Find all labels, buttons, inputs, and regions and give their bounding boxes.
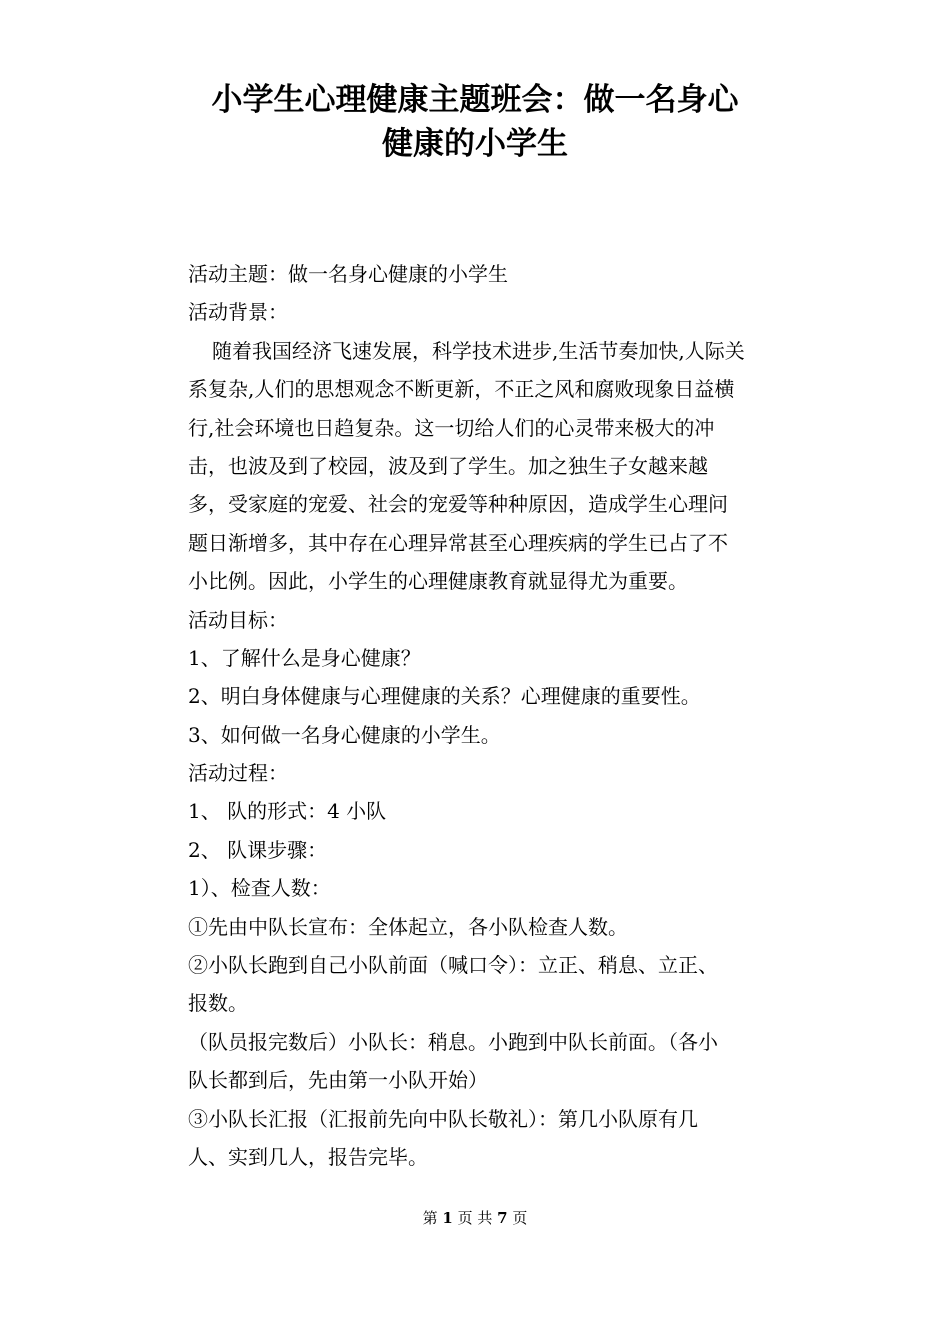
page-footer — [0, 1207, 950, 1229]
text-line: 1、了解什么是身心健康？ — [188, 645, 421, 670]
text-line: 随着我国经济飞速发展，科学技术进步,生活节奏加快,人际关 — [212, 338, 745, 363]
text-line: 击，也波及到了校园，波及到了学生。加之独生子女越来越 — [188, 453, 708, 478]
text-line: 活动目标： — [188, 607, 288, 632]
footer-page-number: 1 — [442, 1209, 453, 1227]
text-line: 人、实到几人，报告完毕。 — [188, 1144, 428, 1169]
footer-prefix: 第 — [422, 1209, 443, 1227]
text-line: 2、明白身体健康与心理健康的关系？心理健康的重要性。 — [188, 684, 701, 709]
footer-suffix: 页 — [507, 1209, 528, 1227]
text-line: 多，受家庭的宠爱、社会的宠爱等种种原因，造成学生心理问 — [188, 492, 728, 517]
title-line-1: 小学生心理健康主题班会：做一名身心 — [211, 82, 739, 118]
text-line: 3、如何做一名身心健康的小学生。 — [188, 722, 501, 747]
text-line: 队长都到后，先由第一小队开始） — [188, 1068, 488, 1093]
text-line: ③小队长汇报（汇报前先向中队长敬礼）：第几小队原有几 — [188, 1106, 698, 1131]
text-line: 报数。 — [188, 991, 248, 1016]
text-line: 活动背景： — [188, 300, 288, 325]
text-line: 活动主题：做一名身心健康的小学生 — [188, 262, 508, 286]
text-line: ①先由中队长宣布：全体起立，各小队检查人数。 — [188, 914, 628, 939]
text-line: 1）、检查人数： — [188, 876, 331, 901]
text-line: 活动过程： — [188, 761, 288, 786]
footer-middle: 页 共 — [452, 1209, 498, 1227]
text-line: 2、 队课步骤： — [188, 837, 328, 862]
text-line: ②小队长跑到自己小队前面（喊口令）：立正、稍息、立正、 — [188, 953, 718, 978]
text-line: 1、 队的形式：4 小队 — [188, 799, 387, 824]
footer-total-pages: 7 — [497, 1209, 508, 1227]
text-line: 题日渐增多，其中存在心理异常甚至心理疾病的学生已占了不 — [188, 530, 728, 555]
document-body — [188, 255, 813, 1176]
text-line: 系复杂,人们的思想观念不断更新，不正之风和腐败现象日益横 — [188, 377, 735, 402]
title-line-2: 健康的小学生 — [382, 126, 568, 162]
document-title — [150, 78, 800, 166]
text-line: （队员报完数后）小队长：稍息。小跑到中队长前面。（各小 — [188, 1029, 718, 1054]
text-line: 行,社会环境也日趋复杂。这一切给人们的心灵带来极大的冲 — [188, 415, 715, 440]
text-line: 小比例。因此，小学生的心理健康教育就显得尤为重要。 — [188, 569, 688, 594]
